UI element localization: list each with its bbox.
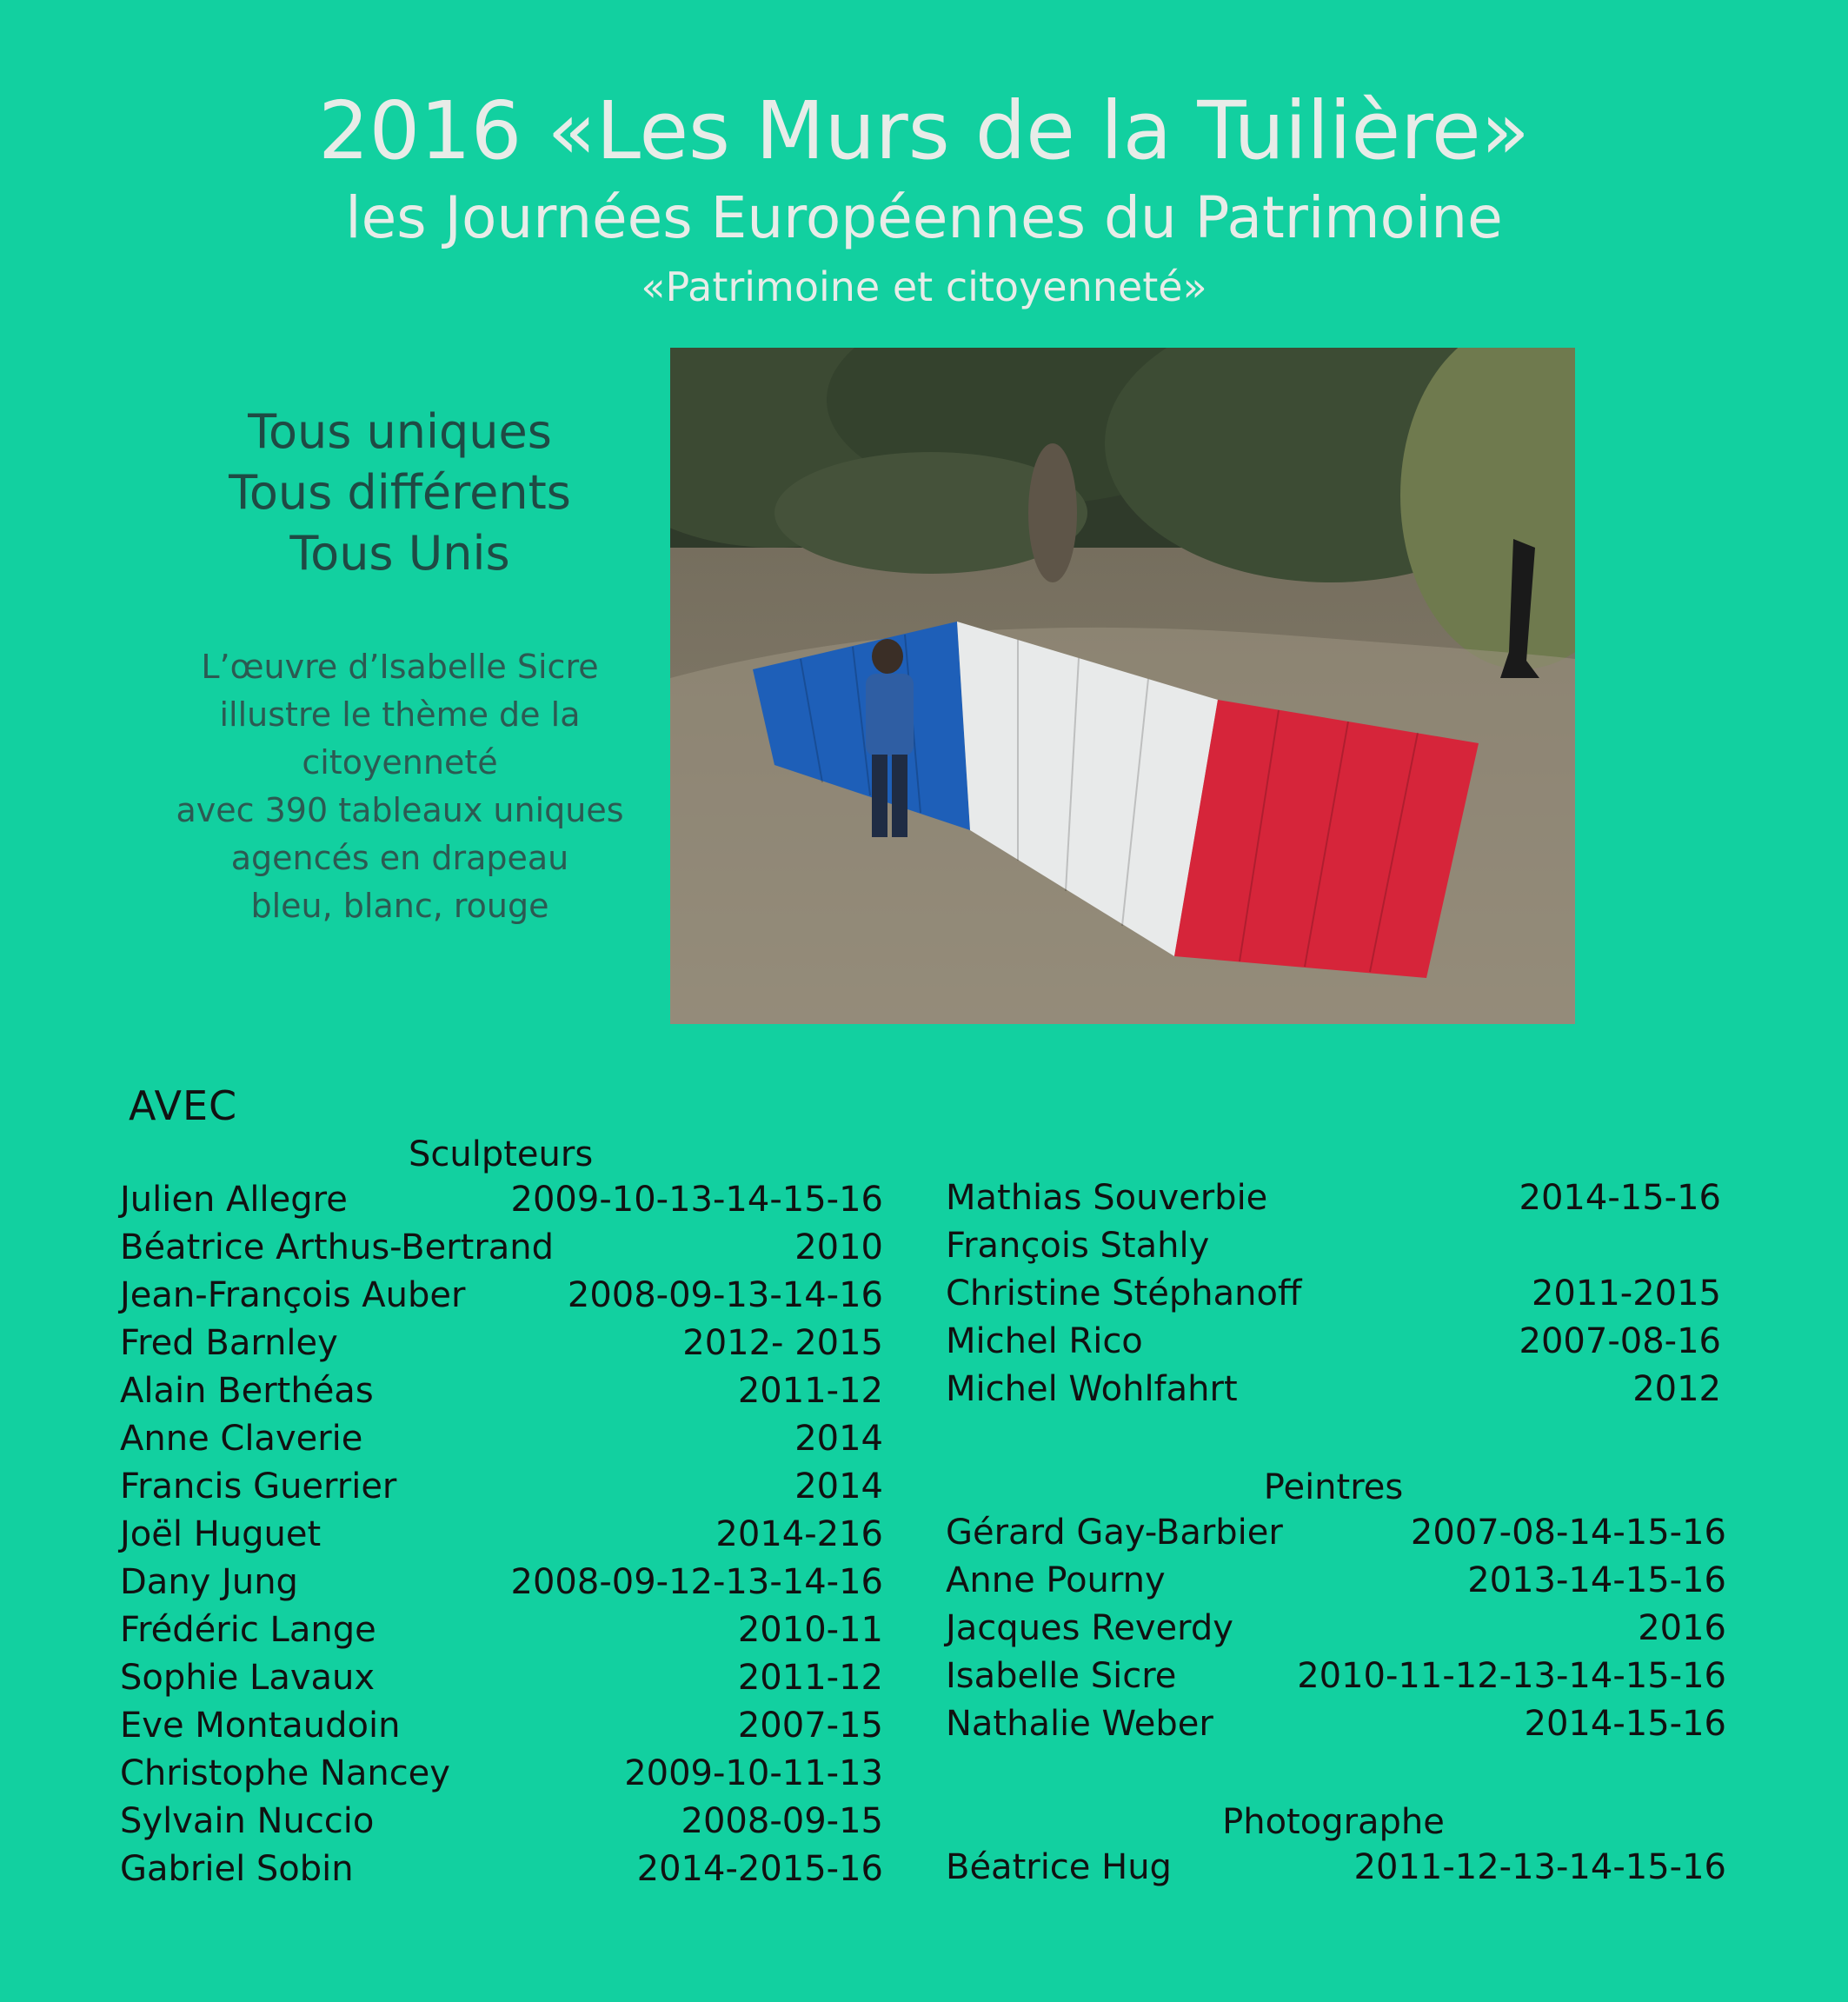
artist-years: 2012- 2015 — [682, 1323, 883, 1363]
artist-name: Sylvain Nuccio — [120, 1801, 375, 1841]
motto-line: Tous différents — [229, 465, 571, 520]
description-line: avec 390 tableaux uniques — [176, 791, 624, 829]
artist-name: Michel Wohlfahrt — [946, 1369, 1238, 1409]
artist-name: Christophe Nancey — [120, 1753, 450, 1793]
description-line: citoyenneté — [302, 743, 498, 782]
artist-row — [946, 1653, 1726, 1700]
artist-name: Alain Berthéas — [120, 1371, 374, 1411]
artist-years: 2009-10-13-14-15-16 — [510, 1180, 883, 1220]
motto-line: Tous Unis — [289, 526, 510, 581]
artist-row — [120, 1367, 883, 1415]
artist-name: Dany Jung — [120, 1562, 298, 1602]
artist-years: 2008-09-12-13-14-16 — [510, 1562, 883, 1602]
artist-name: Gérard Gay-Barbier — [946, 1513, 1283, 1553]
page-theme: «Patrimoine et citoyenneté» — [641, 263, 1207, 310]
artist-row — [120, 1606, 883, 1654]
artist-row — [946, 1270, 1721, 1318]
artist-row — [946, 1318, 1721, 1366]
motto-line: Tous uniques — [248, 404, 552, 459]
artist-name: Julien Allegre — [120, 1180, 348, 1220]
artist-years: 2013-14-15-16 — [1467, 1560, 1726, 1600]
page-title: 2016 «Les Murs de la Tuilière» — [318, 84, 1530, 177]
artist-name: Anne Pourny — [946, 1560, 1166, 1600]
artist-years: 2011-2015 — [1531, 1274, 1721, 1314]
artist-years: 2007-15 — [737, 1706, 883, 1746]
peintres-list — [946, 1509, 1726, 1748]
artist-years: 2008-09-15 — [681, 1801, 883, 1841]
artist-name: Michel Rico — [946, 1321, 1143, 1361]
flag-artwork-photo — [670, 348, 1575, 1024]
artist-row — [120, 1750, 883, 1798]
artist-years: 2010 — [794, 1227, 883, 1267]
artist-name: Eve Montaudoin — [120, 1706, 401, 1746]
artist-years: 2014 — [794, 1467, 883, 1506]
artist-years: 2011-12 — [737, 1371, 883, 1411]
artist-row — [120, 1176, 883, 1224]
artist-years: 2010-11 — [737, 1610, 883, 1650]
artist-row — [120, 1463, 883, 1511]
artist-row — [946, 1222, 1721, 1270]
artist-years: 2014-15-16 — [1519, 1178, 1721, 1218]
description-line: illustre le thème de la — [219, 695, 581, 734]
description-line: L’œuvre d’Isabelle Sicre — [201, 648, 599, 686]
artist-row — [120, 1798, 883, 1846]
artist-years: 2007-08-14-15-16 — [1410, 1513, 1726, 1553]
artist-name: Joël Huguet — [120, 1514, 322, 1554]
artist-years: 2014-15-16 — [1524, 1704, 1726, 1744]
artist-row — [120, 1511, 883, 1559]
artist-name: Jean-François Auber — [120, 1275, 466, 1315]
artist-name: Mathias Souverbie — [946, 1178, 1268, 1218]
artist-name: Nathalie Weber — [946, 1704, 1213, 1744]
section-title-sculpteurs: Sculpteurs — [409, 1134, 594, 1174]
artist-years: 2014-2015-16 — [636, 1849, 883, 1889]
artist-row — [946, 1174, 1721, 1222]
artist-row — [946, 1700, 1726, 1748]
artist-row — [946, 1557, 1726, 1605]
artist-row — [946, 1509, 1726, 1557]
artist-name: Gabriel Sobin — [120, 1849, 354, 1889]
artist-name: Béatrice Hug — [946, 1847, 1172, 1887]
artist-row — [120, 1559, 883, 1606]
artist-years: 2008-09-13-14-16 — [567, 1275, 883, 1315]
artist-years: 2011-12-13-14-15-16 — [1353, 1847, 1726, 1887]
artist-years: 2014-216 — [715, 1514, 883, 1554]
artist-years: 2011-12 — [737, 1658, 883, 1698]
artist-years: 2007-08-16 — [1519, 1321, 1721, 1361]
artist-name: Sophie Lavaux — [120, 1658, 376, 1698]
artist-row — [120, 1224, 883, 1272]
section-title-peintres: Peintres — [1263, 1467, 1404, 1507]
artist-name: Isabelle Sicre — [946, 1656, 1177, 1696]
artist-row — [120, 1272, 883, 1320]
description-line: agencés en drapeau — [230, 839, 569, 877]
artist-row — [120, 1415, 883, 1463]
sculpteurs-list-left — [120, 1176, 883, 1893]
section-title-photographe: Photographe — [1222, 1802, 1445, 1842]
artist-years: 2010-11-12-13-14-15-16 — [1297, 1656, 1726, 1696]
artist-row — [120, 1846, 883, 1893]
artist-row — [120, 1654, 883, 1702]
description-block — [122, 643, 678, 930]
page-subtitle: les Journées Européennes du Patrimoine — [345, 184, 1503, 251]
artist-row — [946, 1366, 1721, 1413]
artist-name: Anne Claverie — [120, 1419, 363, 1459]
artist-years: 2016 — [1638, 1608, 1726, 1648]
sculpteurs-list-right — [946, 1174, 1721, 1413]
artist-name: Christine Stéphanoff — [946, 1274, 1302, 1314]
artist-years: 2014 — [794, 1419, 883, 1459]
description-line: bleu, blanc, rouge — [250, 887, 549, 925]
artist-years: 2009-10-11-13 — [624, 1753, 883, 1793]
artist-name: Frédéric Lange — [120, 1610, 376, 1650]
artist-row — [120, 1702, 883, 1750]
avec-label: AVEC — [129, 1082, 238, 1129]
artist-name: Jacques Reverdy — [946, 1608, 1233, 1648]
artist-name: François Stahly — [946, 1226, 1210, 1266]
artist-row — [946, 1605, 1726, 1653]
artist-name: Fred Barnley — [120, 1323, 338, 1363]
artist-row — [946, 1844, 1726, 1892]
artist-name: Béatrice Arthus-Bertrand — [120, 1227, 555, 1267]
artist-name: Francis Guerrier — [120, 1467, 397, 1506]
photographe-list — [946, 1844, 1726, 1892]
artist-years: 2012 — [1632, 1369, 1721, 1409]
artist-row — [120, 1320, 883, 1367]
motto-block — [122, 402, 678, 584]
